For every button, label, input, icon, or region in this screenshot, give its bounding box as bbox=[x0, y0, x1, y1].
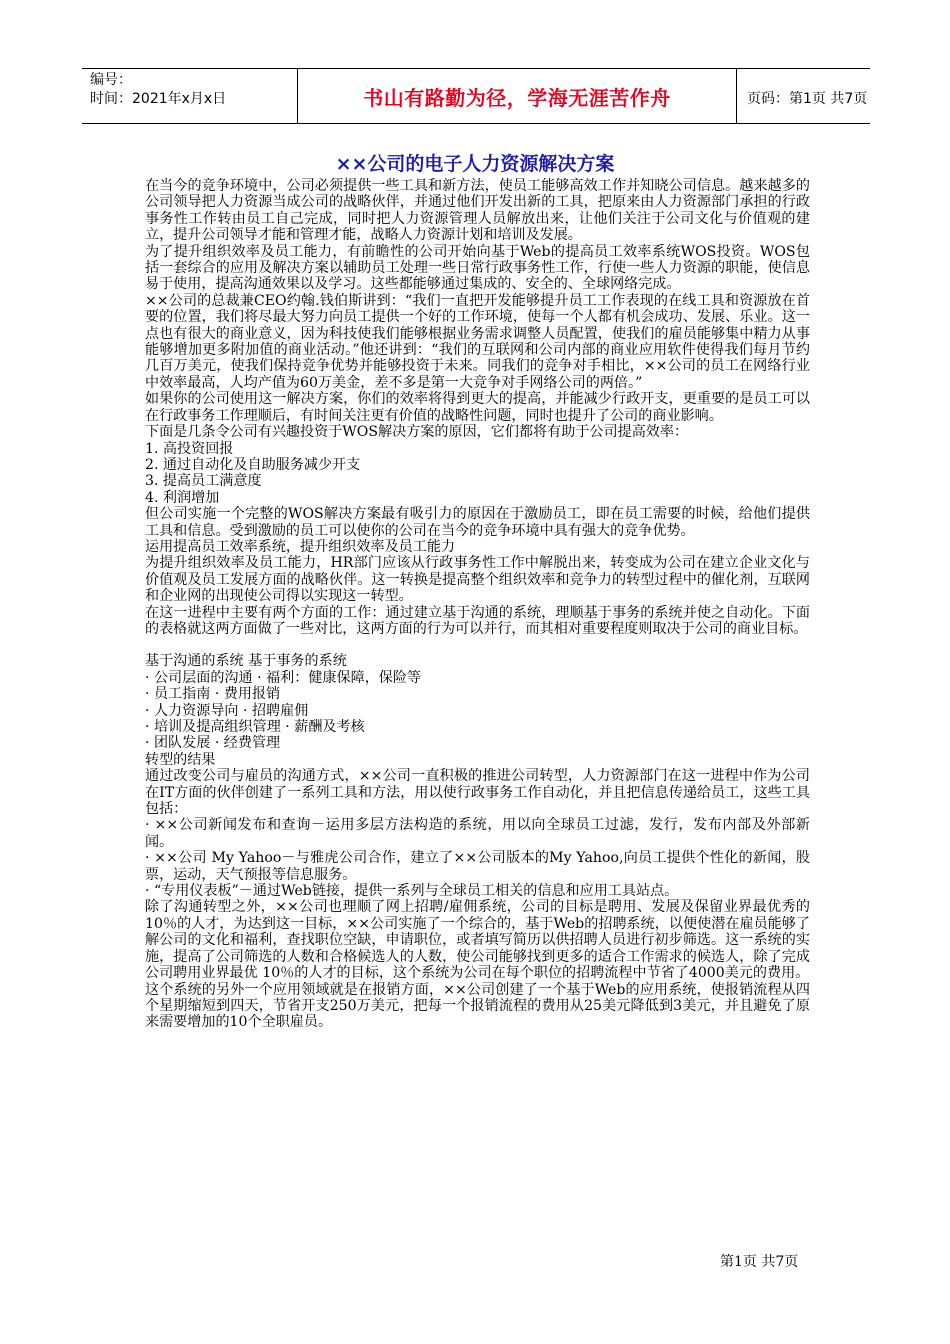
comparison-row: · 培训及提高组织管理 · 薪酬及考核 bbox=[145, 719, 365, 735]
page-header bbox=[82, 68, 870, 124]
comparison-row: · 公司层面的沟通 · 福利：健康保障，保险等 bbox=[145, 669, 422, 686]
blank-line bbox=[145, 637, 810, 653]
doc-time-label: 时间：2021年x月x日 bbox=[90, 91, 227, 107]
bullet-item: · “专用仪表板”－通过Web链接，提供一系列与全球员工相关的信息和应用工具站点。 bbox=[145, 883, 679, 900]
list-item: 3. 提高员工满意度 bbox=[145, 473, 262, 490]
paragraph: 除了沟通转型之外，××公司也理顺了网上招聘/雇佣系统，公司的目标是聘用、发展及保留业界最优秀的10％的人才，为达到这一目标，××公司实施了一个综合的，基于Web的招聘系统，以便使潜在雇员能够了解公司的文化和福利，查找职位空缺，申请职位，或者填写简历以供招聘人员进行初步筛选。这一系统的实施，提高了公司筛选的人数和合格候选人的人数，使公司能够找到更多的适合工作需求的候选人，除了完成公司聘用业界最优 10％的人才的目标，这个系统为公司在每个职位的招聘流程中节省了4000美元的费用。 bbox=[145, 899, 810, 982]
paragraph: ××公司的总裁兼CEO约翰.钱伯斯讲到：“我们一直把开发能够提升员工工作表现的在线工具和资源放在首要的位置，我们将尽最大努力向员工提供一个好的工作环境，使每一个人都有机会成功、发展、乐业。这一点也有很大的商业意义，因为科技使我们能够根据业务需求调整人员配置，使我们的雇员能够集中精力从事能够增加更多附加值的商业活动。”他还讲到：“我们的互联网和公司内部的商业应用软件使得我们每月节约几百万美元，使我们保持竞争优势并能够投资于未来。同我们的竞争对手相比，××公司的员工在网络行业中效率最高，人均产值为60万美金，差不多是第一大竞争对手网络公司的两倍。” bbox=[145, 292, 810, 391]
paragraph: 下面是几条令公司有兴趣投资于WOS解决方案的原因，它们都将有助于公司提高效率： bbox=[145, 424, 689, 441]
paragraph: 通过改变公司与雇员的沟通方式，××公司一直积极的推进公司转型，人力资源部门在这一进程中作为公司在IT方面的伙伴创建了一系列工具和方法，用以使行政事务工作自动化，并且把信息传递给员工，这些工具包括： bbox=[145, 768, 810, 818]
paragraph: 在当今的竞争环境中，公司必须提供一些工具和新方法，使员工能够高效工作并知晓公司信息。越来越多的公司领导把人力资源当成公司的战略伙伴，并通过他们开发出新的工具，把原来由人力资源部门承担的行政事务性工作转由员工自己完成，同时把人力资源管理人员解放出来，让他们关注于公司文化与价值观的建立，提升公司领导才能和管理才能，战略人力资源计划和培训及发展。 bbox=[145, 178, 810, 244]
section-heading: 运用提高员工效率系统，提升组织效率及员工能力 bbox=[145, 538, 456, 555]
bullet-item: · ××公司新闻发布和查询－运用多层方法构造的系统，用以向全球员工过滤，发行，发布内部及外部新闻。 bbox=[145, 817, 810, 850]
page-footer: 第1页 共7页 bbox=[720, 1254, 799, 1270]
bullet-item: · ××公司 My Yahoo－与雅虎公司合作，建立了××公司版本的My Yahoo,向员工提供个性化的新闻，股票，运动，天气预报等信息服务。 bbox=[145, 850, 810, 883]
comparison-header: 基于沟通的系统 基于事务的系统 bbox=[145, 653, 347, 670]
header-motto: 书山有路勤为径，学海无涯苦作舟 bbox=[297, 69, 737, 123]
paragraph: 在这一进程中主要有两个方面的工作：通过建立基于沟通的系统，理顺基于事务的系统并使之自动化。下面的表格就这两方面做了一些对比，这两方面的行为可以并行，而其相对重要程度则取决于公司的商业目标。 bbox=[145, 604, 810, 637]
document-body bbox=[145, 178, 810, 1031]
list-item: 1. 高投资回报 bbox=[145, 440, 234, 457]
comparison-row: · 员工指南 · 费用报销 bbox=[145, 686, 281, 703]
paragraph: 但公司实施一个完整的WOS解决方案最有吸引力的原因在于激励员工，即在员工需要的时候，给他们提供工具和信息。受到激励的员工可以使你的公司在当今的竞争环境中具有强大的竞争优势。 bbox=[145, 506, 810, 539]
paragraph: 为提升组织效率及员工能力，HR部门应该从行政事务性工作中解脱出来，转变成为公司在建立企业文化与价值观及员工发展方面的战略伙伴。这一转换是提高整个组织效率和竞争力的转型过程中的催化剂，互联网和企业网的出现使公司得以实现这一转型。 bbox=[145, 555, 810, 605]
comparison-row: · 人力资源导向 · 招聘雇佣 bbox=[145, 702, 309, 719]
header-meta bbox=[90, 71, 226, 109]
paragraph: 为了提升组织效率及员工能力，有前瞻性的公司开始向基于Web的提高员工效率系统WOS投资。WOS包括一套综合的应用及解决方案以辅助员工处理一些日常行政事务性工作，行使一些人力资源的职能，使信息易于使用，提高沟通效果以及学习。这些都能够通过集成的、安全的、全球网络完成。 bbox=[145, 243, 810, 293]
list-item: 4. 利润增加 bbox=[145, 489, 220, 506]
section-heading: 转型的结果 bbox=[145, 751, 216, 768]
doc-number-label: 编号： bbox=[90, 72, 132, 88]
document-title: ××公司的电子人力资源解决方案 bbox=[335, 153, 615, 175]
paragraph: 如果你的公司使用这一解决方案，你们的效率将得到更大的提高，并能减少行政开支，更重要的是员工可以在行政事务工作理顺后，有时间关注更有价值的战略性问题，同时也提升了公司的商业影响。 bbox=[145, 391, 810, 424]
comparison-row: · 团队发展 · 经费管理 bbox=[145, 735, 281, 752]
header-page-code: 页码：第1页 共7页 bbox=[747, 91, 868, 107]
list-item: 2. 通过自动化及自助服务减少开支 bbox=[145, 456, 361, 473]
paragraph: 这个系统的另外一个应用领域就是在报销方面，××公司创建了一个基于Web的应用系统，使报销流程从四个星期缩短到四天，节省开支250万美元，把每一个报销流程的费用从25美元降低到3美元，并且避免了原来需要增加的10个全职雇员。 bbox=[145, 981, 810, 1031]
